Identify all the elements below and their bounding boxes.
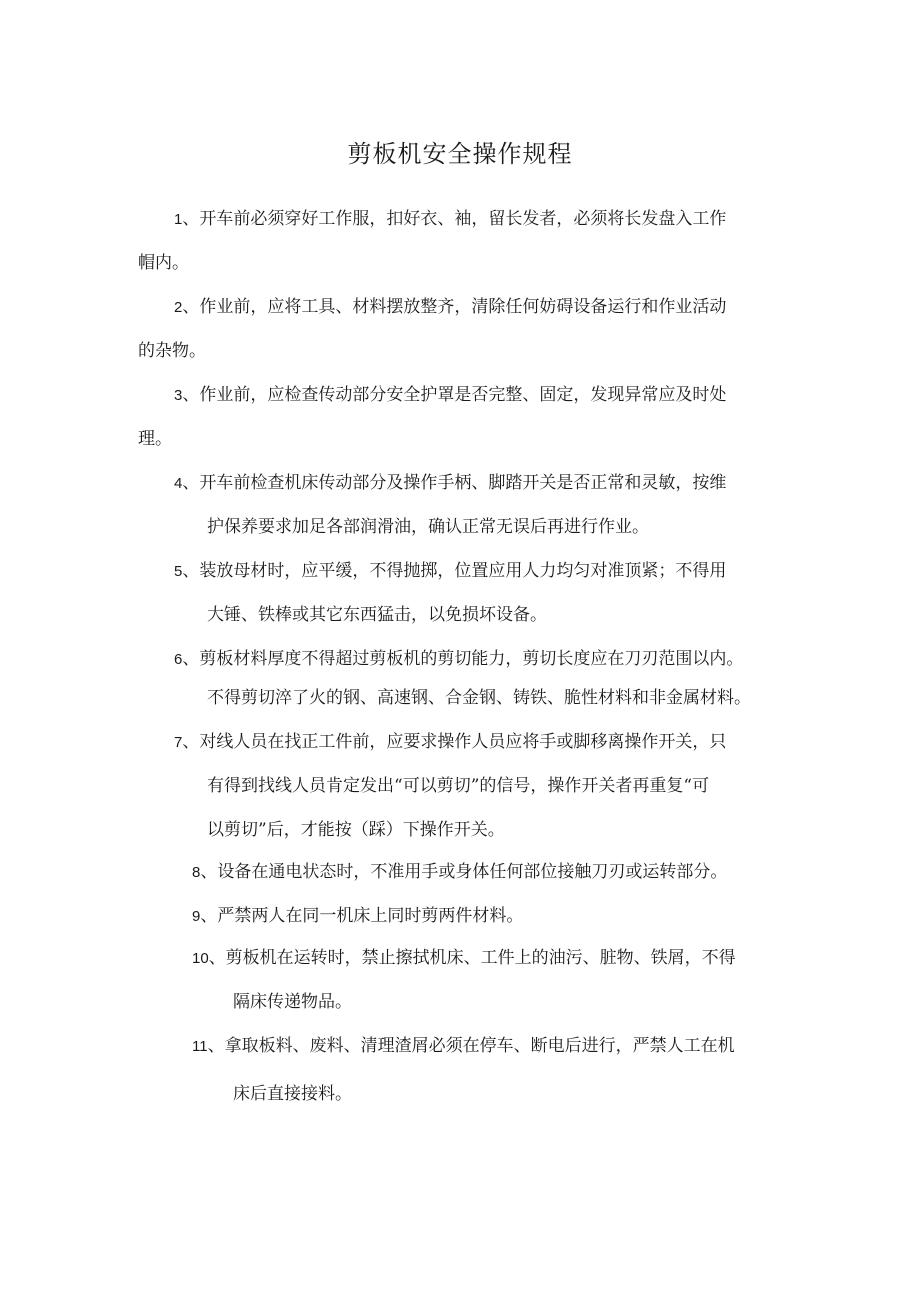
list-item-7-line-3: 以剪切”后，才能按（踩）下操作开关。 [207, 820, 505, 840]
list-item-8-line-1 [192, 860, 727, 885]
item-number: 2 [174, 299, 183, 316]
item-text: 、剪板材料厚度不得超过剪板机的剪切能力，剪切长度应在刀刃范围以内。 [182, 649, 744, 669]
item-text: 、严禁两人在同一机床上同时剪两件材料。 [200, 906, 524, 926]
list-item-10-line-2: 隔床传递物品。 [233, 992, 352, 1012]
item-number: 3 [174, 387, 183, 404]
list-item-9-line-1 [192, 904, 523, 929]
item-number: 6 [174, 651, 183, 668]
item-number: 4 [174, 475, 183, 492]
list-item-6-line-2: 不得剪切淬了火的钢、高速钢、合金钢、铸铁、脆性材料和非金属材料。 [207, 688, 751, 708]
list-item-11-line-2: 床后直接接料。 [233, 1084, 352, 1104]
item-number: 1 [174, 211, 183, 228]
list-item-2-line-1 [174, 295, 726, 320]
document-title: 剪板机安全操作规程 [347, 140, 573, 168]
list-item-6-line-1 [174, 647, 743, 672]
list-item-7-line-2: 有得到找线人员肯定发出“可以剪切”的信号，操作开关者再重复“可 [207, 776, 710, 796]
item-number: 8 [192, 864, 201, 881]
list-item-1-line-1 [174, 207, 726, 232]
list-item-5-line-1 [174, 559, 726, 584]
item-text: 、开车前必须穿好工作服，扣好衣、袖，留长发者，必须将长发盘入工作 [182, 209, 727, 229]
item-text: 、拿取板料、废料、清理渣屑必须在停车、断电后进行，严禁人工在机 [207, 1036, 735, 1056]
item-text: 、开车前检查机床传动部分及操作手柄、脚踏开关是否正常和灵敏，按维 [182, 473, 727, 493]
item-number: 10 [192, 950, 209, 967]
item-text: 、装放母材时，应平缓，不得抛掷，位置应用人力均匀对准顶紧；不得用 [182, 561, 727, 581]
item-number: 11 [192, 1038, 208, 1055]
list-item-2-line-2: 的杂物。 [138, 341, 206, 361]
list-item-3-line-1 [174, 383, 726, 408]
list-item-4-line-1 [174, 471, 726, 496]
list-item-4-line-2: 护保养要求加足各部润滑油，确认正常无误后再进行作业。 [207, 517, 649, 537]
item-text: 、设备在通电状态时，不准用手或身体任何部位接触刀刃或运转部分。 [200, 862, 728, 882]
list-item-11-line-1 [192, 1034, 735, 1059]
item-number: 9 [192, 908, 201, 925]
item-text: 、剪板机在运转时，禁止擦拭机床、工件上的油污、脏物、铁屑，不得 [208, 948, 736, 968]
list-item-7-line-1 [174, 730, 726, 755]
item-text: 、作业前，应将工具、材料摆放整齐，清除任何妨碍设备运行和作业活动 [182, 297, 727, 317]
list-item-5-line-2: 大锤、铁棒或其它东西猛击，以免损坏设备。 [207, 605, 547, 625]
item-text: 、对线人员在找正工件前，应要求操作人员应将手或脚移离操作开关，只 [182, 732, 727, 752]
item-text: 、作业前，应检查传动部分安全护罩是否完整、固定，发现异常应及时处 [182, 385, 727, 405]
list-item-10-line-1 [192, 946, 736, 971]
item-number: 7 [174, 734, 183, 751]
list-item-1-line-2: 帽内。 [138, 253, 189, 273]
list-item-3-line-2: 理。 [138, 429, 172, 449]
item-number: 5 [174, 563, 183, 580]
